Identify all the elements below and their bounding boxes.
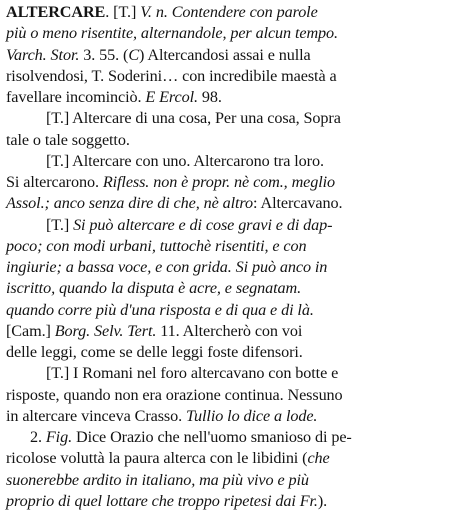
text-line bbox=[0, 193, 470, 214]
italic-text: Borg. Selv. Tert. bbox=[54, 321, 157, 340]
text-line bbox=[0, 45, 470, 66]
italic-text: che bbox=[307, 449, 330, 468]
italic-text: suonerebbe ardito in italiano, ma più vivo e più bbox=[6, 470, 309, 489]
text-line bbox=[0, 87, 470, 108]
text-segment: tale o tale soggetto. bbox=[6, 130, 130, 149]
text-segment: Dice Orazio che nell'uomo smanioso di pe- bbox=[72, 428, 352, 446]
text-line bbox=[0, 172, 470, 193]
italic-text: Varch. Stor. bbox=[6, 45, 80, 64]
headword: ALTERCARE bbox=[6, 3, 106, 21]
italic-text: Fig. bbox=[45, 428, 73, 446]
text-line bbox=[0, 470, 470, 491]
text-line bbox=[0, 491, 470, 512]
text-segment: ricolose voluttà la paura alterca con le libidini ( bbox=[6, 449, 308, 468]
text-segment: [Cam.] bbox=[6, 321, 55, 340]
text-segment: in altercare vinceva Crasso. bbox=[6, 406, 187, 425]
text-line bbox=[0, 108, 470, 129]
text-segment: Si altercarono. bbox=[6, 173, 103, 191]
italic-text: V. n. Contendere con parole bbox=[140, 3, 318, 21]
text-line bbox=[0, 215, 470, 236]
text-line bbox=[0, 385, 470, 406]
text-line bbox=[0, 236, 470, 257]
text-line bbox=[0, 257, 470, 278]
text-segment: [T.] bbox=[46, 215, 74, 234]
italic-text: iscritto, quando la disputa è acre, e segnatam. bbox=[6, 279, 302, 298]
text-line bbox=[0, 342, 470, 363]
text-segment: [T.] Altercare con uno. Altercarono tra loro. bbox=[46, 151, 324, 170]
italic-text: ingiurie; a bassa voce, e con grida. Si può anco in bbox=[6, 258, 328, 276]
italic-text: Assol.; anco senza dire di che, nè altro bbox=[6, 194, 254, 213]
text-line bbox=[0, 66, 470, 87]
italic-text: Si può altercare e di cose gravi e di dap- bbox=[73, 215, 333, 234]
italic-text: Tullio lo dice a lode. bbox=[186, 406, 318, 425]
text-segment: ) Altercandosi assai e nulla bbox=[139, 45, 311, 64]
italic-text: poco; con modi urbani, tuttochè risentiti, e con bbox=[6, 236, 307, 255]
text-line bbox=[0, 321, 470, 342]
text-segment: ). bbox=[317, 491, 328, 510]
text-line bbox=[0, 278, 470, 299]
text-segment: . [T.] bbox=[105, 3, 141, 21]
text-line bbox=[0, 300, 470, 321]
text-line bbox=[0, 130, 470, 151]
text-segment: risolvendosi, T. Soderini… con incredibile maestà a bbox=[6, 66, 337, 85]
text-segment: delle leggi, come se delle leggi foste difensori. bbox=[6, 343, 303, 361]
text-line bbox=[0, 448, 470, 469]
text-line bbox=[0, 427, 470, 448]
text-line bbox=[0, 151, 470, 172]
text-line bbox=[0, 363, 470, 384]
italic-text: C bbox=[128, 45, 140, 64]
text-segment: 98. bbox=[197, 88, 222, 106]
italic-text: più o meno risentite, alternandole, per alcun tempo. bbox=[6, 24, 338, 43]
text-segment: favellare incominciò. bbox=[6, 88, 146, 106]
italic-text: E Ercol. bbox=[145, 88, 198, 106]
text-segment: : Altercavano. bbox=[253, 194, 343, 213]
text-line bbox=[0, 23, 470, 44]
text-segment: 3. 55. ( bbox=[79, 45, 129, 64]
italic-text: quando corre più d'una risposta e di qua e di là. bbox=[6, 300, 314, 319]
text-segment: [T.] Altercare di una cosa, Per una cosa, Sopra bbox=[46, 109, 341, 128]
text-segment: 2. bbox=[30, 428, 46, 446]
text-segment: [T.] I Romani nel foro altercavano con botte e bbox=[46, 364, 339, 383]
text-segment: 11. Altercherò con voi bbox=[156, 321, 303, 340]
italic-text: Rifless. non è propr. nè com., meglio bbox=[102, 173, 336, 191]
text-line bbox=[0, 2, 470, 23]
text-segment: risposte, quando non era orazione continua. Nessuno bbox=[6, 385, 343, 404]
text-line bbox=[0, 406, 470, 427]
italic-text: proprio di quel lottare che troppo ripetesi dai Fr. bbox=[6, 491, 318, 510]
